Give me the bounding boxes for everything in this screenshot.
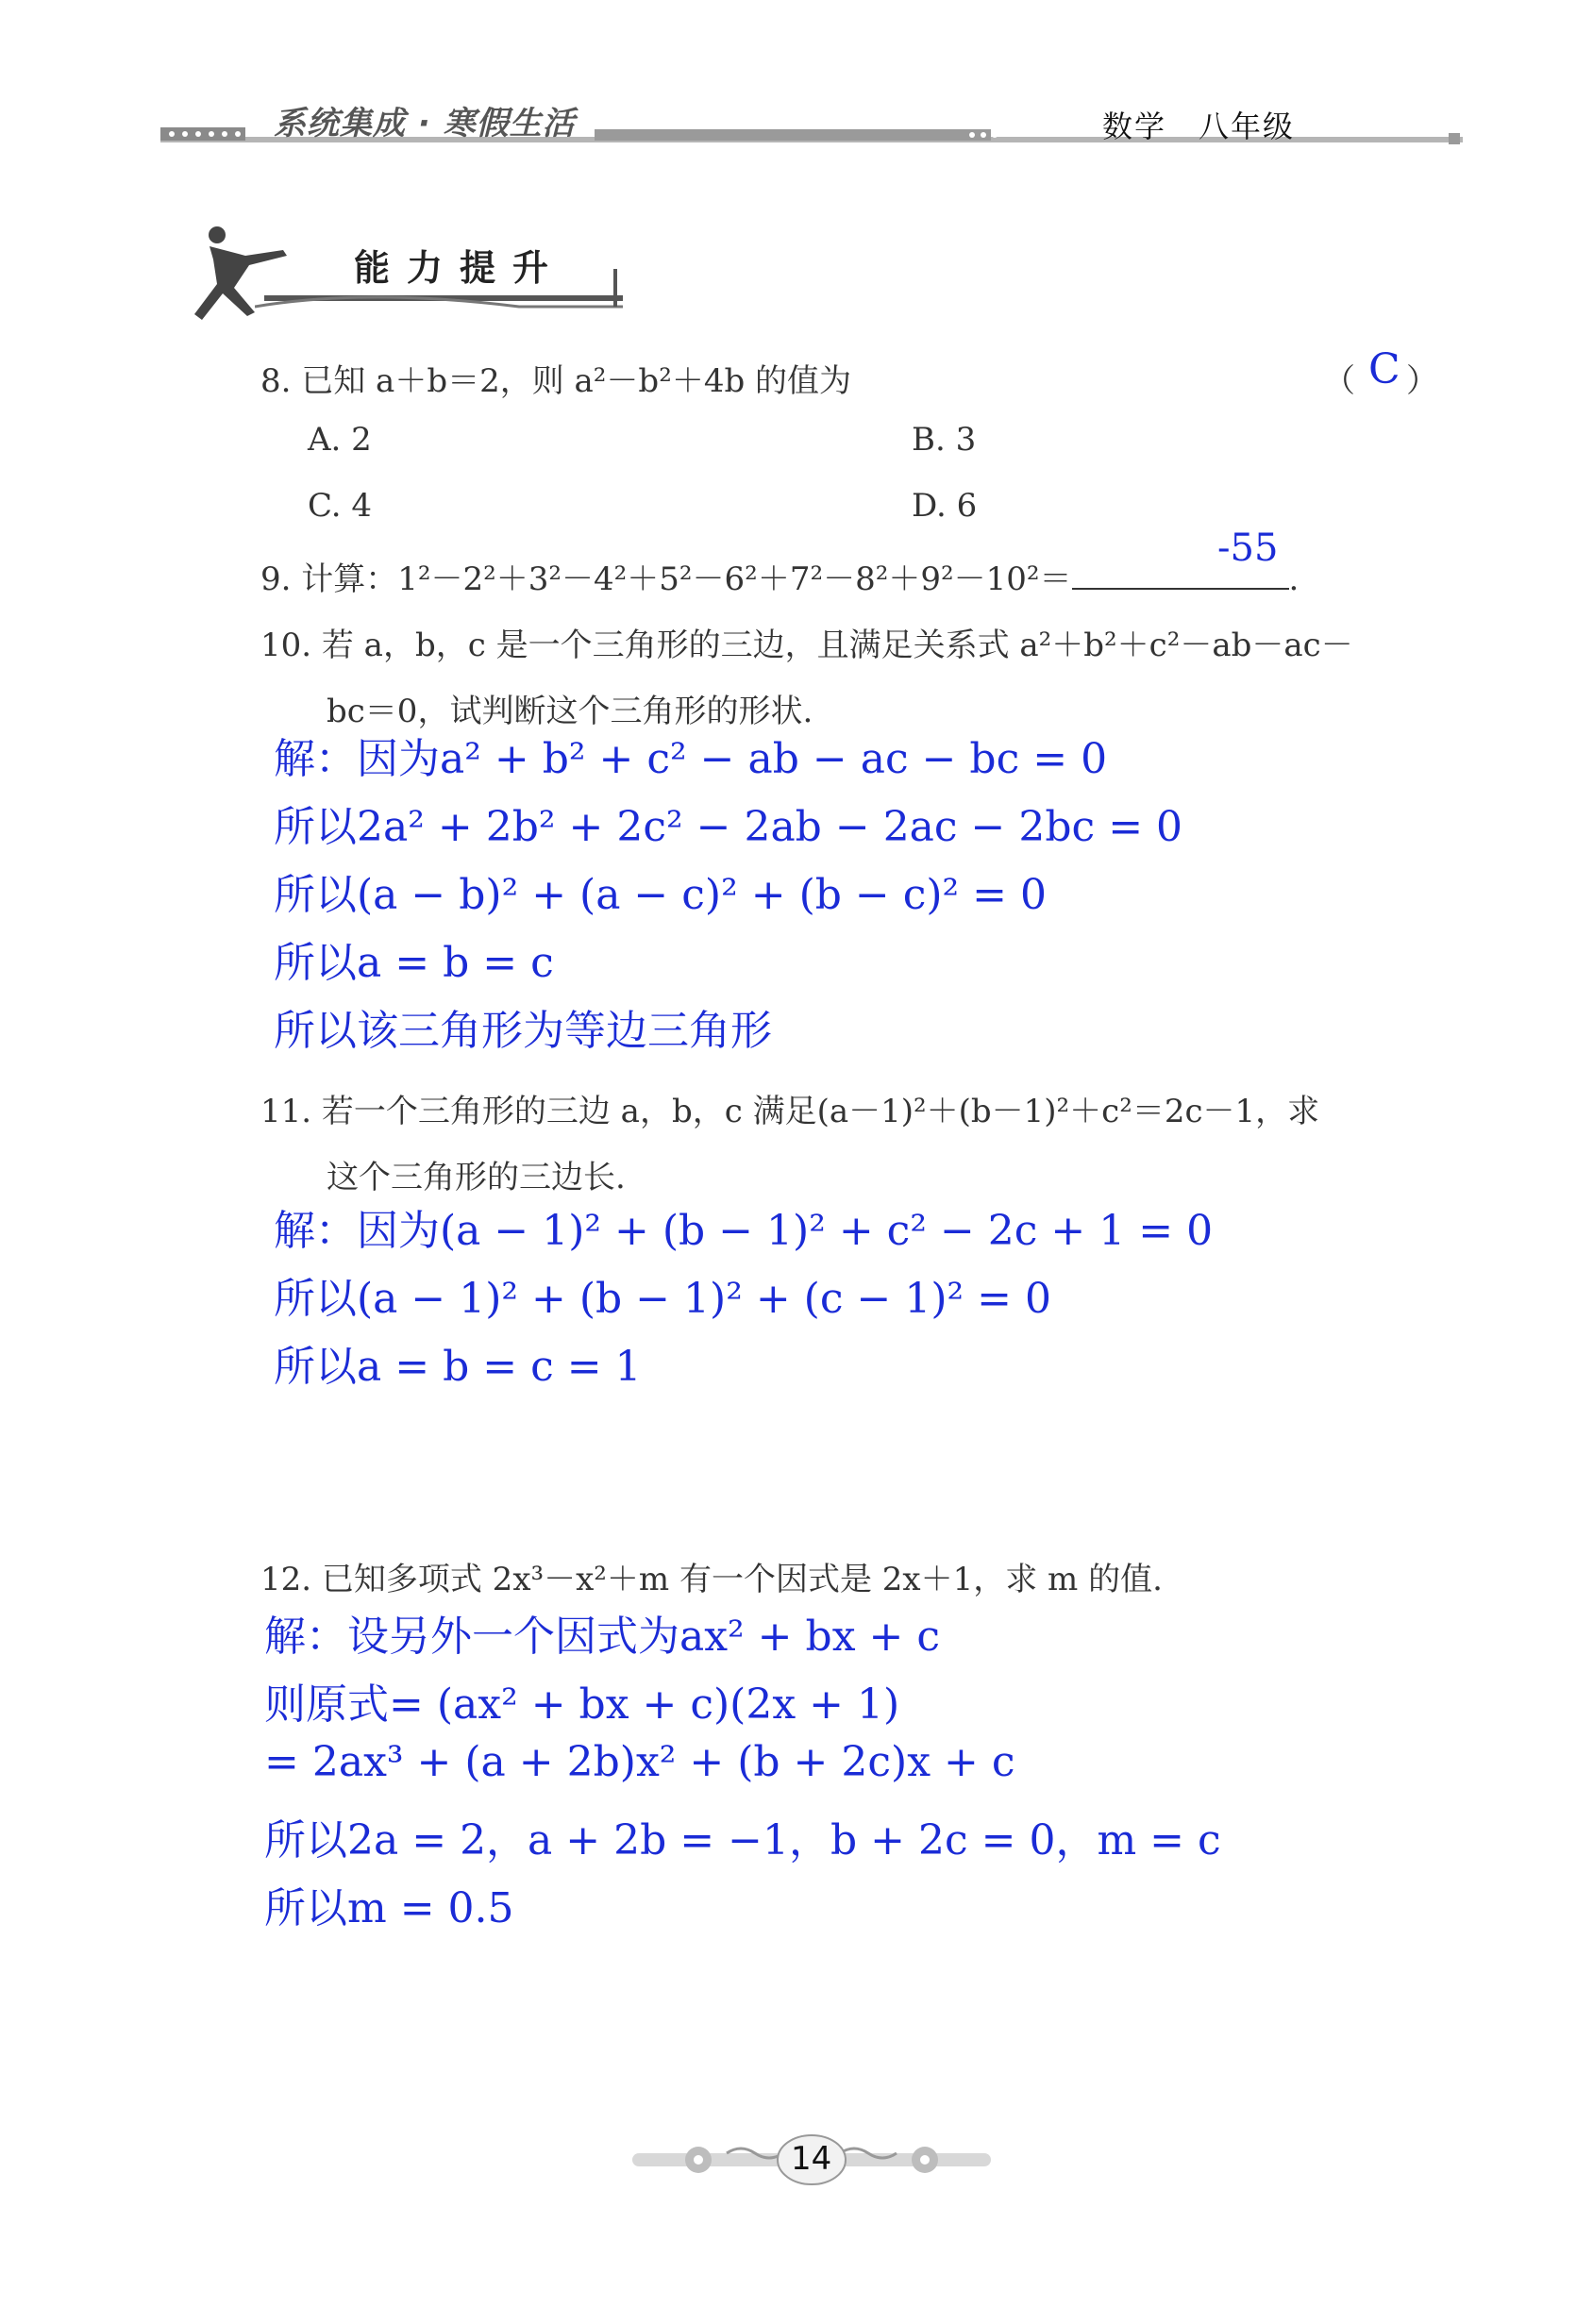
q9-expression: 9. 计算：1²－2²＋3²－4²＋5²－6²＋7²－8²＋9²－10²＝ (260, 560, 1072, 598)
q9-stem (260, 553, 1299, 599)
page-number: 14 (791, 2140, 832, 2178)
q8-paren-open: （ (1323, 362, 1355, 400)
section-banner (189, 222, 632, 330)
q10-stem-line2: bc＝0，试判断这个三角形的形状. (327, 693, 813, 730)
series-title: 系统集成 · 寒假生活 (274, 105, 576, 142)
q8-option-c: C. 4 (308, 487, 373, 525)
q10-stem-line1: 10. 若 a，b，c 是一个三角形的三边，且满足关系式 a²＋b²＋c²－ab－ac－ (260, 627, 1353, 664)
q12-solution-line1: 解：设另外一个因式为ax² + bx + c (264, 1613, 940, 1661)
q8-stem: 8. 已知 a＋b＝2，则 a²－b²＋4b 的值为 (260, 362, 852, 400)
subject-grade: 数学 八年级 (1102, 109, 1296, 144)
q11-stem-line1: 11. 若一个三角形的三边 a，b，c 满足(a－1)²＋(b－1)²＋c²＝2c－1，求 (260, 1093, 1320, 1130)
q11-solution-line1: 解：因为(a − 1)² + (b − 1)² + c² − 2c + 1 = 0 (274, 1207, 1214, 1255)
q12-solution-line2: 则原式= (ax² + bx + c)(2x + 1) (264, 1680, 900, 1729)
q10-solution-line5: 所以该三角形为等边三角形 (274, 1007, 772, 1055)
q8-option-d: D. 6 (912, 487, 978, 525)
q10-solution-line3: 所以(a − b)² + (a − c)² + (b − c)² = 0 (274, 871, 1048, 919)
q9-answer: -55 (1217, 527, 1279, 570)
q12-stem: 12. 已知多项式 2x³－x²＋m 有一个因式是 2x＋1，求 m 的值. (260, 1561, 1163, 1598)
q12-solution-line5: 所以m = 0.5 (264, 1884, 514, 1932)
q12-solution-line3: = 2ax³ + (a + 2b)x² + (b + 2c)x + c (264, 1738, 1015, 1786)
q11-solution-line3: 所以a = b = c = 1 (274, 1343, 642, 1391)
page-header (160, 99, 1463, 156)
q10-solution-line4: 所以a = b = c (274, 939, 554, 987)
q12-solution-line4: 所以2a = 2，a + 2b = −1，b + 2c = 0，m = c (264, 1816, 1221, 1864)
q9-end: . (1288, 560, 1300, 598)
q8-paren-close: ） (1406, 362, 1438, 400)
q10-solution-line1: 解：因为a² + b² + c² − ab − ac − bc = 0 (274, 735, 1108, 783)
section-title: 能力提升 (354, 247, 566, 289)
q11-solution-line2: 所以(a − 1)² + (b − 1)² + (c − 1)² = 0 (274, 1275, 1051, 1323)
q8-option-b: B. 3 (912, 421, 977, 459)
q11-stem-line2: 这个三角形的三边长. (327, 1159, 626, 1196)
q8-answer: C (1368, 345, 1400, 393)
q10-solution-line2: 所以2a² + 2b² + 2c² − 2ab − 2ac − 2bc = 0 (274, 803, 1183, 851)
q8-option-a: A. 2 (308, 421, 372, 459)
page-footer (632, 2131, 991, 2187)
